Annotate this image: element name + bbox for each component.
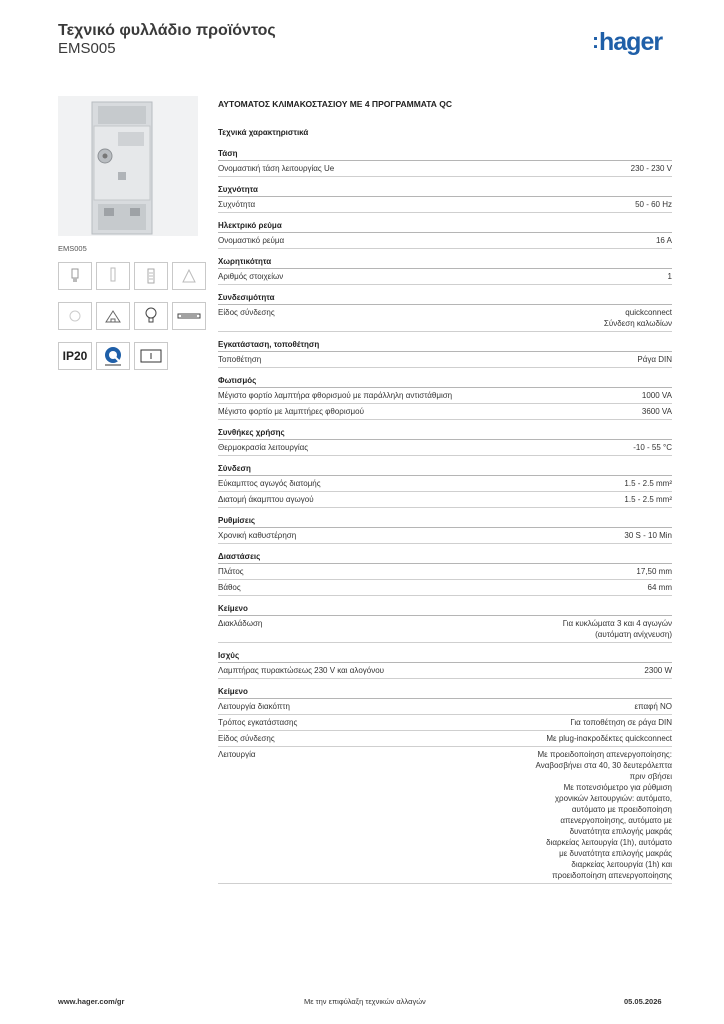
spec-row: [218, 580, 672, 596]
footer-date: 05.05.2026: [624, 997, 662, 1006]
spec-value: 30 S - 10 Min: [624, 531, 672, 540]
spec-row: [218, 747, 672, 884]
section-title: Διαστάσεις: [218, 552, 672, 564]
spec-row: [218, 699, 672, 715]
spec-value: Ράγα DIN: [637, 355, 672, 364]
lamp-icon: [58, 262, 92, 290]
spec-value: 1.5 - 2.5 mm²: [624, 479, 672, 488]
spec-row: [218, 197, 672, 213]
spec-row: [218, 404, 672, 420]
spec-value: επαφή NO: [634, 702, 672, 711]
spec-label: Ονομαστική τάση λειτουργίας Ue: [218, 164, 335, 173]
specs-table: [218, 128, 672, 884]
spec-row: [218, 476, 672, 492]
spec-row: [218, 233, 672, 249]
ip-rating: IP20: [58, 342, 92, 370]
spec-label: Εύκαμπτος αγωγός διατομής: [218, 479, 321, 488]
spec-value: 3600 VA: [641, 407, 672, 416]
spec-label: Μέγιστο φορτίο με λαμπτήρες φθορισμού: [218, 407, 364, 416]
section-title: Συνθήκες χρήσης: [218, 428, 672, 440]
spec-label: Συχνότητα: [218, 200, 256, 209]
spec-label: Είδος σύνδεσης: [218, 734, 275, 743]
section-title: Ρυθμίσεις: [218, 516, 672, 528]
hager-logo: :hager: [592, 28, 663, 56]
led-icon: [58, 302, 92, 330]
product-code: EMS005: [58, 40, 116, 57]
specs-heading: Τεχνικά χαρακτηριστικά: [218, 128, 309, 137]
spec-label: Θερμοκρασία λειτουργίας: [218, 443, 309, 452]
section-title: Συνδεσιμότητα: [218, 293, 672, 305]
spec-row: [218, 269, 672, 285]
spec-value: quickconnect Σύνδεση καλωδίων: [603, 308, 672, 328]
spec-row: [218, 440, 672, 456]
product-title: ΑΥΤΟΜΑΤΟΣ ΚΛΙΜΑΚΟΣΤΑΣΙΟΥ ΜΕ 4 ΠΡΟΓΡΑΜΜΑΤΑ QC: [218, 99, 453, 109]
spec-value: Για κυκλώματα 3 και 4 αγωγών (αυτόματη ανίχνευση): [562, 619, 672, 639]
logo-text: hager: [599, 28, 663, 56]
spec-label: Ονομαστικό ρεύμα: [218, 236, 285, 245]
spec-row: [218, 663, 672, 679]
spec-label: Διακλάδωση: [218, 619, 263, 628]
product-image: [58, 96, 198, 236]
spec-value: 1: [667, 272, 672, 281]
spec-label: Μέγιστο φορτίο λαμπτήρα φθορισμού με παράλληλη αντιστάθμιση: [218, 391, 453, 400]
spec-row: [218, 305, 672, 332]
spec-row: [218, 492, 672, 508]
spec-value: Για τοποθέτηση σε ράγα DIN: [570, 718, 672, 727]
section-title: Ηλεκτρικό ρεύμα: [218, 221, 672, 233]
spec-label: Τοποθέτηση: [218, 355, 262, 364]
footer-url[interactable]: www.hager.com/gr: [58, 997, 125, 1006]
section-title: Σύνδεση: [218, 464, 672, 476]
section-title: Ισχύς: [218, 651, 672, 663]
document-title: Τεχνικό φυλλάδιο προϊόντος: [58, 22, 276, 39]
spec-value: 64 mm: [647, 583, 672, 592]
spec-row: [218, 352, 672, 368]
spec-label: Είδος σύνδεσης: [218, 308, 275, 317]
footer-note: Με την επιφύλαξη τεχνικών αλλαγών: [304, 997, 426, 1006]
spec-label: Λειτουργία διακόπτη: [218, 702, 290, 711]
tube-icon: [134, 262, 168, 290]
spec-row: [218, 388, 672, 404]
spec-value: 50 - 60 Hz: [635, 200, 672, 209]
quickconnect-logo: [96, 342, 130, 370]
section-title: Συχνότητα: [218, 185, 672, 197]
spec-label: Βάθος: [218, 583, 241, 592]
power-symbol-icon: [96, 302, 130, 330]
din-rail-timer-image: [58, 96, 198, 236]
spec-row: [218, 731, 672, 747]
section-title: Κείμενο: [218, 687, 672, 699]
spot-icon: [172, 262, 206, 290]
section-title: Φωτισμός: [218, 376, 672, 388]
section-title: Χωρητικότητα: [218, 257, 672, 269]
spec-value: 1000 VA: [641, 391, 672, 400]
bulb-outline-icon: [96, 262, 130, 290]
tube-lamp-icon: [172, 302, 206, 330]
spec-label: Λαμπτήρας πυρακτώσεως 230 V και αλογόνου: [218, 666, 385, 675]
spec-value: Με προειδοποίηση απενεργοποίησης: Αναβοσβήνει στα 40, 30 δευτερόλεπτα πριν σβήσει Με ποτενσιόμετρο για ρύθμιση χρονικών λειτουργιών: αυτόματο, αυτόματο με προειδοποίηση απενεργοποίησης, αυτόματο με δυνατότητα επιλογής μακράς διαρκείας λειτουργία (1h), αυτόματο με δυνατότητα επιλογής μακράς διαρκείας λειτουργία (1h) και προειδοποίηση απενεργοποίησης: [535, 750, 672, 880]
spec-label: Λειτουργία: [218, 750, 256, 759]
spec-row: [218, 564, 672, 580]
section-title: Τάση: [218, 149, 672, 161]
spec-label: Χρονική καθυστέρηση: [218, 531, 297, 540]
spec-value: Με plug-inακροδέκτες quickconnect: [546, 734, 672, 743]
spec-value: 1.5 - 2.5 mm²: [624, 495, 672, 504]
product-caption: EMS005: [58, 244, 87, 253]
spec-value: 16 A: [655, 236, 672, 245]
spec-value: 2300 W: [644, 666, 672, 675]
timer-icon: [134, 342, 168, 370]
spec-value: -10 - 55 °C: [633, 443, 672, 452]
spec-row: [218, 528, 672, 544]
spec-label: Αριθμός στοιχείων: [218, 272, 284, 281]
spec-label: Πλάτος: [218, 567, 244, 576]
spec-row: [218, 715, 672, 731]
spec-value: 17,50 mm: [636, 567, 672, 576]
section-title: Εγκατάσταση, τοποθέτηση: [218, 340, 672, 352]
spec-row: [218, 161, 672, 177]
spec-value: 230 - 230 V: [630, 164, 672, 173]
spec-label: Τρόπος εγκατάστασης: [218, 718, 298, 727]
spec-row: [218, 616, 672, 643]
bulb-icon: [134, 302, 168, 330]
section-title: Κείμενο: [218, 604, 672, 616]
spec-label: Διατομή άκαμπτου αγωγού: [218, 495, 314, 504]
